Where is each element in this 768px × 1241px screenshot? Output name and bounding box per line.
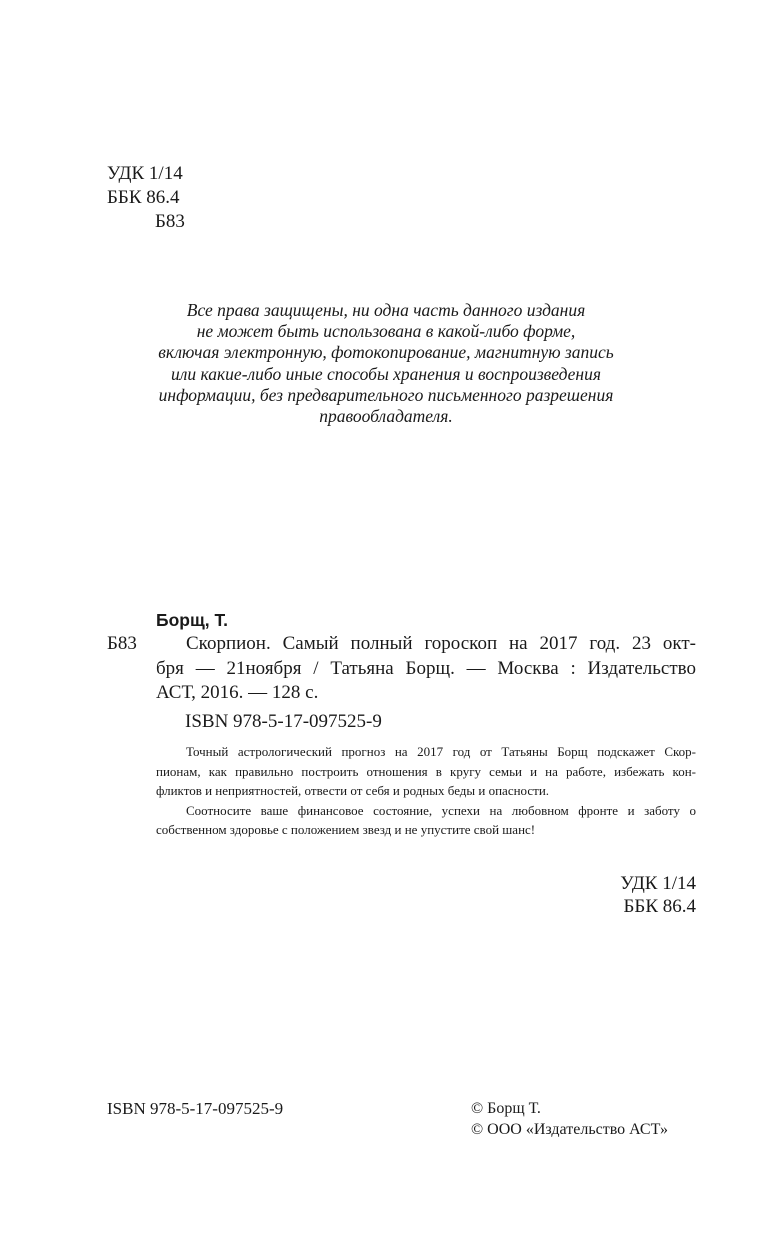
annotation-line: фликтов и неприятностей, отвести от себя и родных беды и опасности.: [156, 783, 550, 798]
author-heading: Борщ, Т.: [156, 610, 229, 630]
biblio-isbn: ISBN 978-5-17-097525-9: [185, 711, 382, 732]
bibliographic-description: [156, 632, 696, 706]
udk-code-bottom: УДК 1/14: [620, 873, 696, 894]
biblio-author-code: Б83: [107, 633, 137, 654]
rights-notice: [70, 300, 702, 427]
bbk-code-top: ББК 86.4: [107, 187, 180, 208]
annotation-line: пионам, как правильно построить отношения в кругу семьи и на работе, избежать кон-: [156, 763, 696, 779]
udk-code-top: УДК 1/14: [107, 163, 183, 184]
annotation-line: Точный астрологический прогноз на 2017 год от Татьяны Борщ подскажет Скор-: [186, 744, 696, 759]
rights-notice-line: или какие-либо иные способы хранения и воспроизведения: [170, 363, 601, 384]
bbk-code-bottom: ББК 86.4: [623, 896, 696, 917]
biblio-line: Скорпион. Самый полный гороскоп на 2017 год. 23 окт-: [186, 633, 696, 654]
annotation-line: собственном здоровье с положением звезд и не упустите свой шанс!: [156, 822, 536, 837]
rights-notice-line: информации, без предварительного письменного разрешения: [158, 384, 614, 405]
rights-notice-line: правообладателя.: [319, 406, 453, 427]
rights-notice-line: включая электронную, фотокопирование, магнитную запись: [158, 342, 614, 363]
rights-notice-line: не может быть использована в какой-либо форме,: [196, 321, 576, 342]
copyright-publisher: © ООО «Издательство АСТ»: [471, 1121, 668, 1138]
biblio-line: бря — 21ноября / Татьяна Борщ. — Москва : Издательство: [156, 657, 696, 679]
biblio-line: АСТ, 2016. — 128 с.: [156, 682, 319, 703]
rights-notice-line: Все права защищены, ни одна часть данного издания: [186, 300, 586, 320]
annotation-line: Соотносите ваше финансовое состояние, успехи на любовном фронте и заботу о: [186, 802, 696, 818]
author-code-top: Б83: [155, 211, 185, 232]
footer-isbn: ISBN 978-5-17-097525-9: [107, 1099, 284, 1118]
annotation: [156, 742, 696, 840]
copyright-author: © Борщ Т.: [471, 1100, 541, 1117]
